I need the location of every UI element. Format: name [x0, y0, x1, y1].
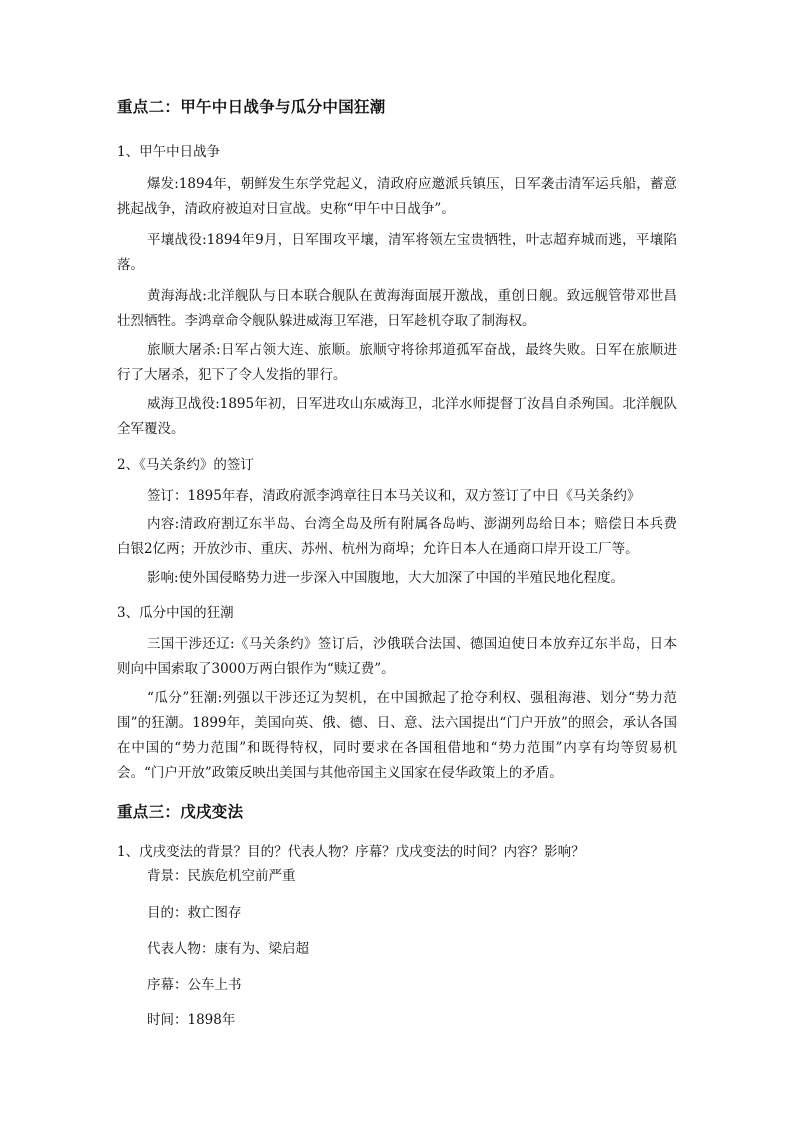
item-background: 背景：民族危机空前严重 [147, 868, 296, 884]
subheading-partition: 3、瓜分中国的狂潮 [117, 605, 234, 621]
paragraph-lushun: 旅顺大屠杀:日军占领大连、旅顺。旅顺守将徐邦道孤军奋战，最终失败。日军在旅顺进行了大屠杀，犯下了令人发指的罪行。 [117, 342, 677, 383]
item-purpose: 目的：救亡图存 [147, 905, 242, 921]
paragraph-yellow-sea: 黄海海战:北洋舰队与日本联合舰队在黄海海面展开激战，重创日舰。致远舰管带邓世昌壮烈牺牲。李鸿章命令舰队躲进威海卫军港，日军趁机夺取了制海权。 [117, 288, 677, 329]
paragraph-triple-intervention: 三国干涉还辽:《马关条约》签订后，沙俄联合法国、德国迫使日本放弃辽东半岛，日本则向中国索取了3000万两白银作为“赎辽费”。 [117, 636, 677, 677]
item-figures: 代表人物：康有为、梁启超 [147, 941, 309, 957]
section-title-3: 重点三：戊戌变法 [117, 803, 244, 821]
subheading-sino-japanese-war: 1、甲午中日战争 [117, 144, 221, 160]
paragraph-impact: 影响:使外国侵略势力进一步深入中国腹地，大大加深了中国的半殖民地化程度。 [147, 570, 625, 586]
item-prelude: 序幕：公车上书 [147, 977, 242, 993]
paragraph-outbreak: 爆发:1894年，朝鲜发生东学党起义，清政府应邀派兵镇压，日军袭击清军运兵船，蓄意挑起战争，清政府被迫对日宣战。史称“甲午中日战争”。 [117, 176, 677, 217]
paragraph-weihaiwei: 威海卫战役:1895年初，日军进攻山东威海卫，北洋水师提督丁汝昌自杀殉国。北洋舰队全军覆没。 [117, 396, 677, 437]
paragraph-signing: 签订：1895年春，清政府派李鸿章往日本马关议和，双方签订了中日《马关条约》 [147, 488, 641, 504]
section-title-2: 重点二：甲午中日战争与瓜分中国狂潮 [117, 98, 386, 116]
paragraph-scramble: “瓜分”狂潮:列强以干涉还辽为契机，在中国掀起了抢夺利权、强租海港、划分“势力范围”的狂潮。1899年，美国向英、俄、德、日、意、法六国提出“门户开放”的照会，承认各国在中国的“势力范围”和既得特权，同时要求在各国租借地和“势力范围”内享有均等贸易机会。“门户开放”政策反映出美国与其他帝国主义国家在侵华政策上的矛盾。 [117, 690, 677, 781]
paragraph-pyongyang: 平壤战役:1894年9月，日军围攻平壤，清军将领左宝贵牺牲，叶志超弃城而逃，平壤陷落。 [117, 232, 677, 273]
subheading-shimonoseki: 2、《马关条约》的签订 [117, 457, 254, 473]
item-time: 时间：1898年 [147, 1012, 236, 1028]
question-line: 1、戊戌变法的背景？目的？代表人物？序幕？戊戌变法的时间？内容？影响？ [117, 844, 585, 860]
paragraph-content: 内容:清政府割辽东半岛、台湾全岛及所有附属各岛屿、澎湖列岛给日本；赔偿日本兵费白银2亿两；开放沙市、重庆、苏州、杭州为商埠；允许日本人在通商口岸开设工厂等。 [117, 516, 677, 557]
